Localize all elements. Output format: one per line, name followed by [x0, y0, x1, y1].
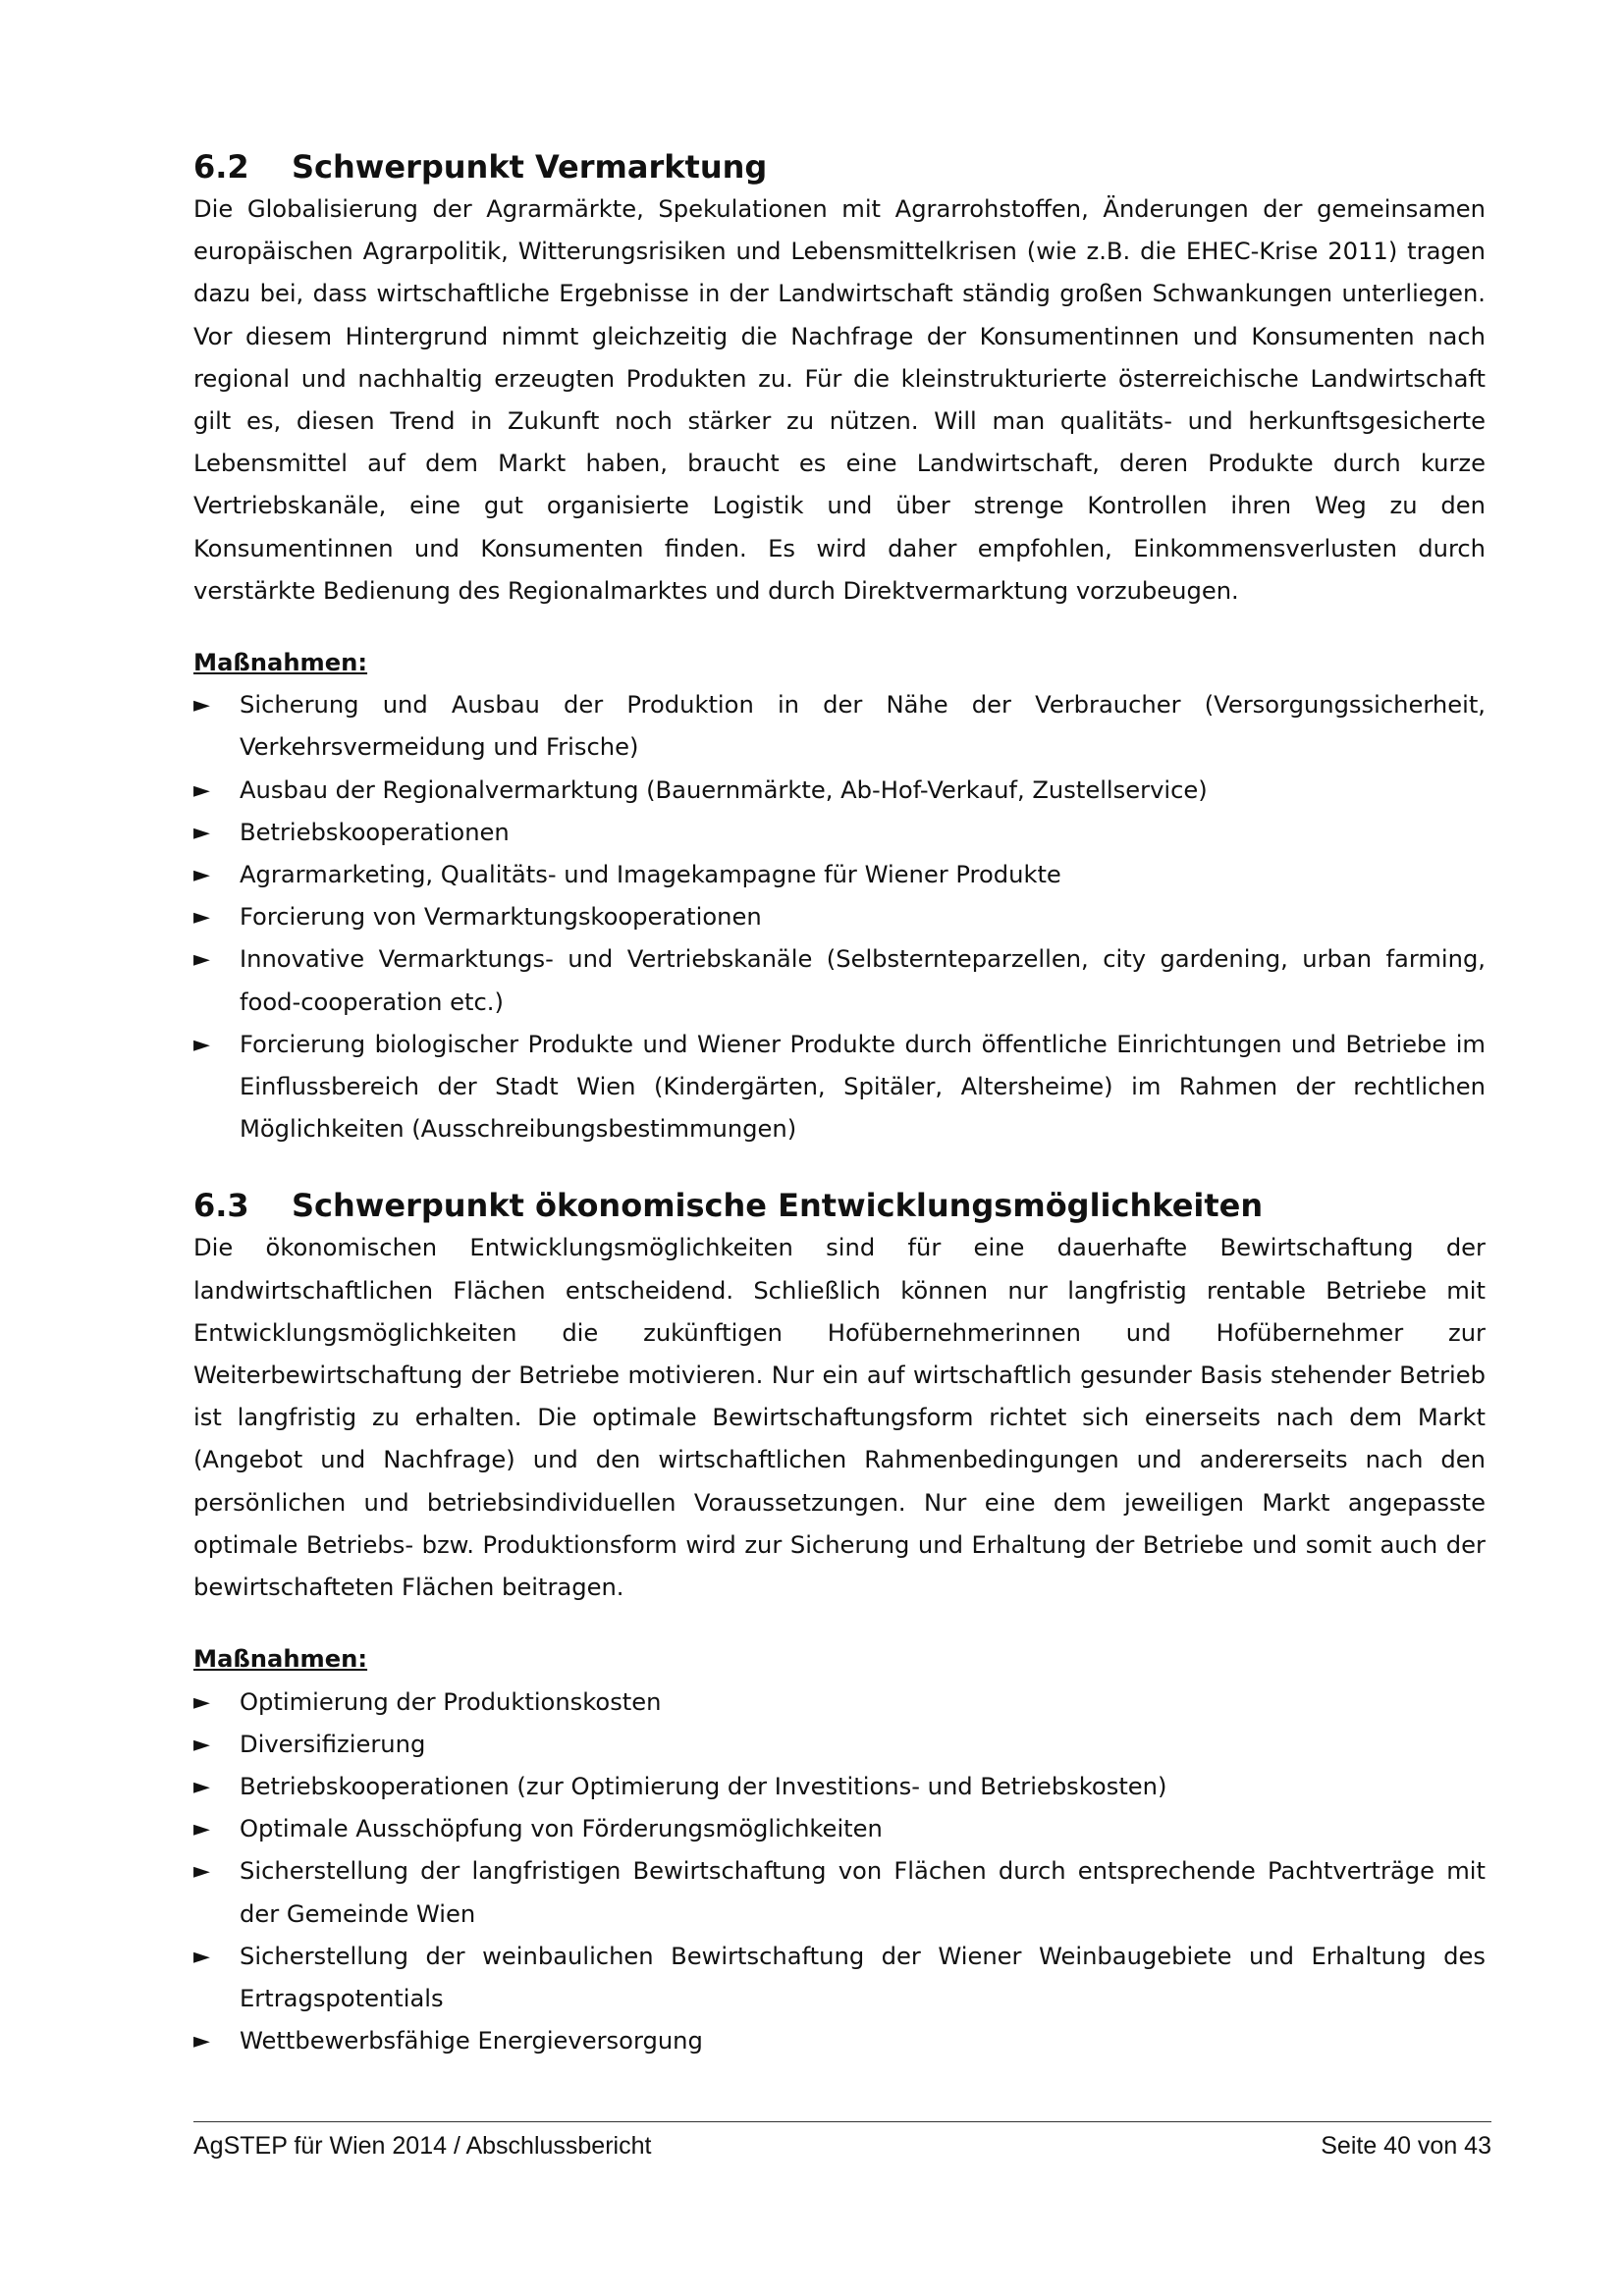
measure-text: Forcierung von Vermarktungskooperationen	[240, 903, 762, 932]
measure-text: Betriebskooperationen (zur Optimierung der Investitions- und Betriebskosten)	[240, 1772, 1167, 1800]
measure-text: Sicherstellung der langfristigen Bewirtschaftung von Flächen durch entsprechende Pachtverträge mit der Gemeinde Wien	[240, 1857, 1486, 1928]
bullet-arrow-icon: ►	[193, 2029, 210, 2055]
section-6-2	[193, 147, 1486, 1150]
bullet-arrow-icon: ►	[193, 1032, 210, 1057]
measure-item	[193, 770, 1486, 812]
bullet-arrow-icon: ►	[193, 1817, 210, 1842]
measure-text: Sicherung und Ausbau der Produktion in der Nähe der Verbraucher (Versorgungssicherheit, Verkehrsvermeidung und Frische)	[240, 691, 1486, 762]
measure-item	[193, 1936, 1486, 2020]
bullet-arrow-icon: ►	[193, 693, 210, 719]
section-6-3	[193, 1186, 1486, 2062]
measure-text: Optimale Ausschöpfung von Förderungsmöglichkeiten	[240, 1815, 883, 1843]
bullet-arrow-icon: ►	[193, 1689, 210, 1715]
section-number: 6.2	[193, 148, 249, 186]
measure-text: Agrarmarketing, Qualitäts- und Imagekampagne für Wiener Produkte	[240, 861, 1061, 889]
measures-list	[193, 684, 1486, 1150]
footer-page-number: Seite 40 von 43	[1321, 2132, 1491, 2160]
bullet-arrow-icon: ►	[193, 820, 210, 845]
measure-item	[193, 854, 1486, 896]
measure-text: Forcierung biologischer Produkte und Wiener Produkte durch öffentliche Einrichtungen und Betriebe im Einflussbereich der Stadt Wien (Kindergärten, Spitäler, Altersheime) im Rahmen der rechtlichen Möglichkeiten (Ausschreibungsbestimmungen)	[240, 1030, 1486, 1144]
section-heading	[193, 1186, 1486, 1225]
measures-title: Maßnahmen:	[193, 1645, 368, 1674]
section-heading	[193, 147, 1486, 187]
section-paragraph: Die ökonomischen Entwicklungsmöglichkeiten sind für eine dauerhafte Bewirtschaftung der landwirtschaftlichen Flächen entscheidend. Schließlich können nur langfristig rentable Betriebe mit Entwicklungsmöglichkeiten die zukünftigen Hofübernehmerinnen und Hofübernehmer zur Weiterbewirtschaftung der Betriebe motivieren. Nur ein auf wirtschaftlich gesunder Basis stehender Betrieb ist langfristig zu erhalten. Die optimale Bewirtschaftungsform richtet sich einerseits nach dem Markt (Angebot und Nachfrage) und den wirtschaftlichen Rahmenbedingungen und andererseits nach den persönlichen und betriebsindividuellen Voraussetzungen. Nur eine dem jeweiligen Markt angepasste optimale Betriebs- bzw. Produktionsform wird zur Sicherung und Erhaltung der Betriebe und somit auch der bewirtschafteten Flächen beitragen.	[193, 1234, 1486, 1602]
measure-item	[193, 1682, 1486, 1724]
bullet-arrow-icon: ►	[193, 777, 210, 803]
measure-item	[193, 938, 1486, 1023]
measures-list	[193, 1682, 1486, 2063]
footer-divider	[193, 2121, 1491, 2122]
measure-text: Sicherstellung der weinbaulichen Bewirtschaftung der Wiener Weinbaugebiete und Erhaltung des Ertragspotentials	[240, 1942, 1486, 2012]
bullet-arrow-icon: ►	[193, 1944, 210, 1969]
document-page	[193, 147, 1486, 2062]
bullet-arrow-icon: ►	[193, 1732, 210, 1757]
measure-item	[193, 1766, 1486, 1808]
measure-item	[193, 1850, 1486, 1935]
bullet-arrow-icon: ►	[193, 947, 210, 973]
measure-item	[193, 896, 1486, 938]
measure-text: Ausbau der Regionalvermarktung (Bauernmärkte, Ab-Hof-Verkauf, Zustellservice)	[240, 775, 1208, 804]
measure-text: Wettbewerbsfähige Energieversorgung	[240, 2027, 703, 2056]
section-title: Schwerpunkt ökonomische Entwicklungsmöglichkeiten	[292, 1187, 1264, 1225]
measures-title: Maßnahmen:	[193, 649, 368, 677]
measure-item	[193, 684, 1486, 769]
measure-item	[193, 1808, 1486, 1850]
measure-text: Optimierung der Produktionskosten	[240, 1687, 662, 1716]
measure-text: Betriebskooperationen	[240, 818, 510, 846]
measure-item	[193, 2020, 1486, 2062]
bullet-arrow-icon: ►	[193, 905, 210, 931]
measure-text: Innovative Vermarktungs- und Vertriebskanäle (Selbsternteparzellen, city gardening, urban farming, food-cooperation etc.)	[240, 945, 1486, 1016]
measure-item	[193, 1024, 1486, 1151]
footer-document-title: AgSTEP für Wien 2014 / Abschlussbericht	[193, 2132, 652, 2160]
bullet-arrow-icon: ►	[193, 1774, 210, 1799]
bullet-arrow-icon: ►	[193, 1859, 210, 1885]
section-number: 6.3	[193, 1187, 249, 1225]
measure-item	[193, 812, 1486, 854]
measure-item	[193, 1724, 1486, 1766]
section-paragraph: Die Globalisierung der Agrarmärkte, Spekulationen mit Agrarrohstoffen, Änderungen der gemeinsamen europäischen Agrarpolitik, Witterungsrisiken und Lebensmittelkrisen (wie z.B. die EHEC-Krise 2011) tragen dazu bei, dass wirtschaftliche Ergebnisse in der Landwirtschaft ständig großen Schwankungen unterliegen. Vor diesem Hintergrund nimmt gleichzeitig die Nachfrage der Konsumentinnen und Konsumenten nach regional und nachhaltig erzeugten Produkten zu. Für die kleinstrukturierte österreichische Landwirtschaft gilt es, diesen Trend in Zukunft noch stärker zu nützen. Will man qualitäts- und herkunftsgesicherte Lebensmittel auf dem Markt haben, braucht es eine Landwirtschaft, deren Produkte durch kurze Vertriebskanäle, eine gut organisierte Logistik und über strenge Kontrollen ihren Weg zu den Konsumentinnen und Konsumenten finden. Es wird daher empfohlen, Einkommensverlusten durch verstärkte Bedienung des Regionalmarktes und durch Direktvermarktung vorzubeugen.	[193, 195, 1486, 605]
measure-text: Diversifizierung	[240, 1730, 426, 1758]
bullet-arrow-icon: ►	[193, 863, 210, 888]
section-title: Schwerpunkt Vermarktung	[292, 148, 768, 186]
page-footer	[193, 2130, 1491, 2162]
